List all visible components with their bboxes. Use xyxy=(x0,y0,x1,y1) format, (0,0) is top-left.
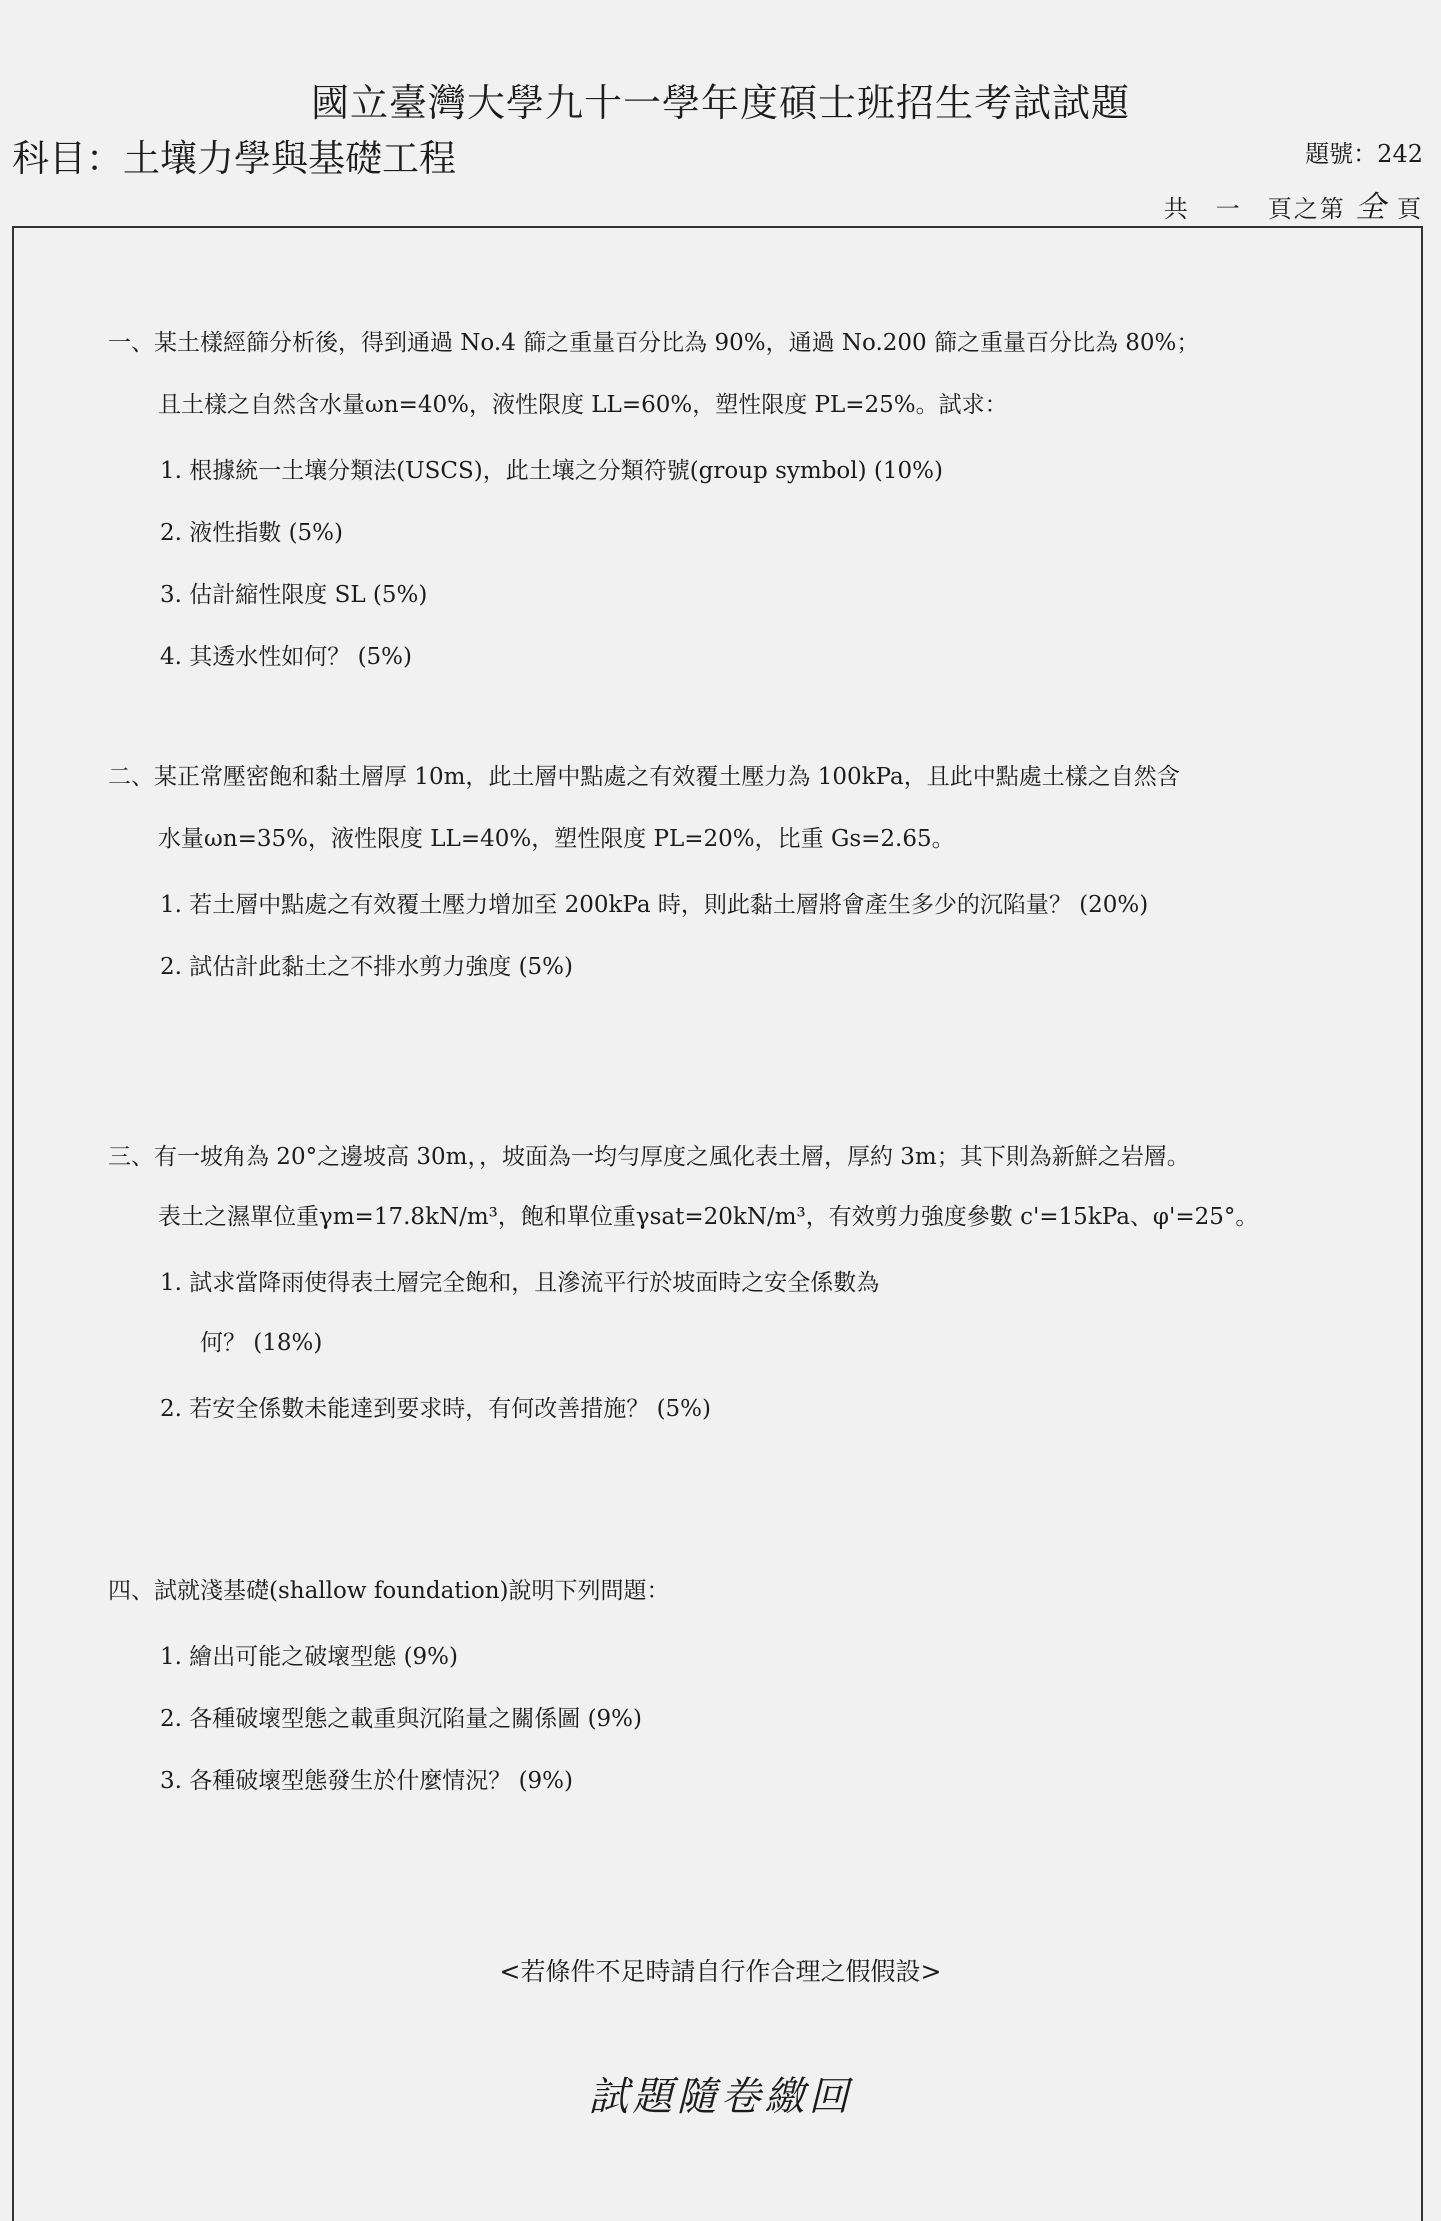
q1-sub2: 2. 液性指數 (5%) xyxy=(160,520,344,546)
page-handwritten: 全 xyxy=(1355,190,1388,225)
page-suffix: 頁 xyxy=(1397,195,1423,223)
q4-sub1: 1. 繪出可能之破壞型態 (9%) xyxy=(160,1644,459,1670)
q2-line2: 水量ωn=35%，液性限度 LL=40%，塑性限度 PL=20%，比重 Gs=2.65。 xyxy=(158,826,955,852)
q3-line1: 三、有一坡角為 20°之邊坡高 30m，，坡面為一均勻厚度之風化表土層，厚約 3m；其下則為新鮮之岩層。 xyxy=(108,1144,1190,1170)
q4-line1: 四、試就淺基礎(shallow foundation)說明下列問題： xyxy=(108,1578,670,1604)
subject-label: 科目：土壤力學與基礎工程 xyxy=(12,137,456,180)
q1-line2: 且土樣之自然含水量ωn=40%，液性限度 LL=60%，塑性限度 PL=25%。試求： xyxy=(158,392,1008,418)
question-number: 題號：242 xyxy=(1305,140,1423,168)
q1-sub1: 1. 根據統一土壤分類法(USCS)，此土壤之分類符號(group symbol) (10%) xyxy=(160,458,943,484)
q1-line1: 一、某土樣經篩分析後，得到通過 No.4 篩之重量百分比為 90%，通過 No.200 篩之重量百分比為 80%； xyxy=(108,330,1200,356)
q4-sub3: 3. 各種破壞型態發生於什麼情況？ (9%) xyxy=(160,1768,574,1794)
exam-title: 國立臺灣大學九十一學年度碩士班招生考試試題 xyxy=(310,81,1130,125)
q4-sub2: 2. 各種破壞型態之載重與沉陷量之關係圖 (9%) xyxy=(160,1706,643,1732)
q2-sub2: 2. 試估計此黏土之不排水剪力強度 (5%) xyxy=(160,954,574,980)
q1-sub3: 3. 估計縮性限度 SL (5%) xyxy=(160,582,428,608)
q3-line2: 表土之濕單位重γm=17.8kN/m³，飽和單位重γsat=20kN/m³，有效剪力強度參數 c'=15kPa、φ'=25°。 xyxy=(158,1204,1259,1230)
q2-line1: 二、某正常壓密飽和黏土層厚 10m，此土層中點處之有效覆土壓力為 100kPa，且此中點處土樣之自然含 xyxy=(108,764,1180,790)
page-info xyxy=(1164,182,1423,226)
q3-sub2: 2. 若安全係數未能達到要求時，有何改善措施？ (5%) xyxy=(160,1396,712,1422)
handwritten-return-note: 試題隨卷繳回 xyxy=(588,2074,853,2120)
q3-sub1-cont: 何？ (18%) xyxy=(200,1330,323,1356)
assumption-note: <若條件不足時請自行作合理之假假設> xyxy=(499,1957,942,1986)
q3-sub1: 1. 試求當降雨使得表土層完全飽和，且滲流平行於坡面時之安全係數為 xyxy=(160,1270,880,1296)
q1-sub4: 4. 其透水性如何？ (5%) xyxy=(160,644,413,670)
q2-sub1: 1. 若土層中點處之有效覆土壓力增加至 200kPa 時，則此黏土層將會產生多少的沉陷量？ (20%) xyxy=(160,892,1149,918)
page-prefix: 共 一 頁之第 xyxy=(1163,195,1346,223)
